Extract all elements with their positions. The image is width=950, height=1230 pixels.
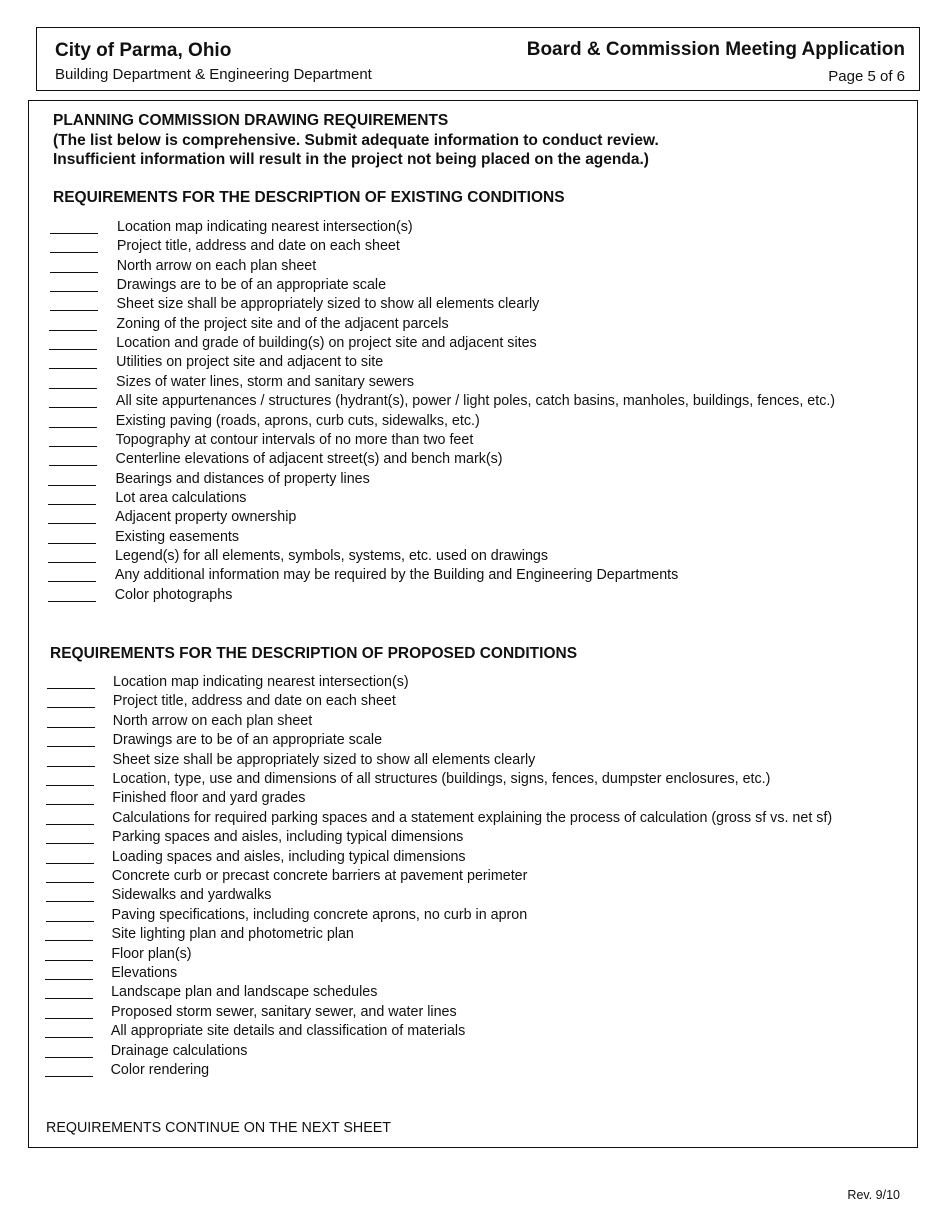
- intro-line-1: (The list below is comprehensive. Submit adequate information to conduct review.: [53, 131, 659, 149]
- checklist-item-label: Any additional information may be required by the Building and Engineering Departments: [114, 567, 679, 584]
- checkbox-blank-line[interactable]: [45, 1018, 93, 1019]
- checklist-item-label: Drainage calculations: [110, 1042, 248, 1059]
- checkbox-blank-line[interactable]: [48, 601, 96, 602]
- checklist-item-label: Parking spaces and aisles, including typical dimensions: [112, 829, 464, 846]
- proposed-conditions-heading: REQUIREMENTS FOR THE DESCRIPTION OF PROPOSED CONDITIONS: [50, 645, 578, 662]
- checkbox-blank-line[interactable]: [48, 581, 96, 582]
- checkbox-blank-line[interactable]: [49, 368, 97, 369]
- checkbox-blank-line[interactable]: [50, 272, 98, 273]
- checklist-item-label: Drawings are to be of an appropriate scale: [112, 732, 383, 749]
- checklist-item-label: Bearings and distances of property lines: [115, 470, 370, 487]
- checklist-item-label: Floor plan(s): [111, 945, 192, 962]
- form-title: Board & Commission Meeting Application: [526, 39, 905, 60]
- checkbox-blank-line[interactable]: [47, 688, 95, 689]
- checkbox-blank-line[interactable]: [47, 766, 95, 767]
- checklist-item-label: Sheet size shall be appropriately sized to show all elements clearly: [112, 751, 536, 768]
- checkbox-blank-line[interactable]: [48, 485, 96, 486]
- checklist-item-label: Sidewalks and yardwalks: [111, 887, 272, 904]
- checkbox-blank-line[interactable]: [46, 901, 94, 902]
- continue-note: REQUIREMENTS CONTINUE ON THE NEXT SHEET: [46, 1120, 392, 1136]
- checklist-item-label: Legend(s) for all elements, symbols, systems, etc. used on drawings: [114, 547, 549, 564]
- checkbox-blank-line[interactable]: [50, 233, 98, 234]
- checklist-item-label: Project title, address and date on each sheet: [112, 693, 396, 710]
- checkbox-blank-line[interactable]: [45, 940, 93, 941]
- checklist-item-label: Site lighting plan and photometric plan: [111, 926, 354, 943]
- checklist-item-label: Color rendering: [110, 1062, 210, 1078]
- existing-conditions-heading: REQUIREMENTS FOR THE DESCRIPTION OF EXISTING CONDITIONS: [53, 189, 565, 206]
- checklist-item-label: Location, type, use and dimensions of all structures (buildings, signs, fences, dumpster enclosures, etc.): [112, 771, 771, 787]
- checkbox-blank-line[interactable]: [46, 882, 94, 883]
- checkbox-blank-line[interactable]: [50, 252, 98, 253]
- checklist-item-label: Color photographs: [114, 586, 233, 603]
- checklist-item-label: Finished floor and yard grades: [112, 790, 306, 807]
- checklist-item-label: All site appurtenances / structures (hydrant(s), power / light poles, catch basins, manholes, buildings, fences, etc.): [115, 393, 836, 410]
- revision-label: Rev. 9/10: [847, 1188, 900, 1202]
- checklist-item-label: Existing paving (roads, aprons, curb cuts, sidewalks, etc.): [115, 412, 480, 429]
- checklist-item-label: Location and grade of building(s) on project site and adjacent sites: [116, 335, 537, 352]
- checklist-item-label: Paving specifications, including concrete aprons, no curb in apron: [111, 906, 528, 923]
- intro-block: [53, 111, 659, 170]
- checkbox-blank-line[interactable]: [46, 785, 94, 786]
- checklist-item-label: Calculations for required parking spaces and a statement explaining the process of calculation (gross sf vs. net sf): [112, 809, 833, 826]
- checkbox-blank-line[interactable]: [45, 960, 93, 961]
- checkbox-blank-line[interactable]: [47, 746, 95, 747]
- checkbox-blank-line[interactable]: [49, 427, 97, 428]
- checkbox-blank-line[interactable]: [48, 523, 96, 524]
- checkbox-blank-line[interactable]: [46, 863, 94, 864]
- checkbox-blank-line[interactable]: [49, 465, 97, 466]
- checkbox-blank-line[interactable]: [49, 349, 97, 350]
- checkbox-blank-line[interactable]: [47, 727, 95, 728]
- checklist-item-label: Zoning of the project site and of the adjacent parcels: [116, 315, 449, 332]
- checkbox-blank-line[interactable]: [49, 446, 97, 447]
- checklist-item-label: Sizes of water lines, storm and sanitary sewers: [116, 373, 414, 390]
- checklist-item-label: Location map indicating nearest intersection(s): [117, 219, 413, 235]
- checklist-item-label: Centerline elevations of adjacent street(s) and bench mark(s): [115, 451, 503, 468]
- checklist-item-label: Drawings are to be of an appropriate scale: [116, 277, 387, 294]
- city-name: City of Parma, Ohio: [55, 40, 232, 61]
- checkbox-blank-line[interactable]: [45, 979, 93, 980]
- checklist-item-label: Elevations: [111, 965, 178, 981]
- checkbox-blank-line[interactable]: [45, 1076, 93, 1077]
- checklist-item-label: Existing easements: [115, 528, 240, 545]
- checkbox-blank-line[interactable]: [46, 921, 94, 922]
- checkbox-blank-line[interactable]: [45, 1057, 93, 1058]
- checklist-item-label: Adjacent property ownership: [115, 509, 297, 526]
- checklist-item-label: Topography at contour intervals of no more than two feet: [115, 431, 474, 448]
- checklist-item-label: Sheet size shall be appropriately sized to show all elements clearly: [116, 296, 540, 313]
- checkbox-blank-line[interactable]: [46, 843, 94, 844]
- department-name: Building Department & Engineering Department: [55, 66, 372, 83]
- checkbox-blank-line[interactable]: [45, 1037, 93, 1038]
- intro-line-2: Insufficient information will result in the project not being placed on the agenda.): [53, 151, 649, 168]
- checklist-item-label: North arrow on each plan sheet: [116, 257, 317, 274]
- checklist-item-label: Concrete curb or precast concrete barriers at pavement perimeter: [111, 868, 528, 884]
- page-number: Page 5 of 6: [828, 68, 905, 85]
- checkbox-blank-line[interactable]: [48, 543, 96, 544]
- checklist-item-label: Landscape plan and landscape schedules: [111, 984, 378, 1001]
- checklist-item-label: Lot area calculations: [115, 489, 247, 506]
- checkbox-blank-line[interactable]: [46, 804, 94, 805]
- checkbox-blank-line[interactable]: [47, 707, 95, 708]
- checklist-item-label: Utilities on project site and adjacent to site: [116, 354, 384, 371]
- intro-title: PLANNING COMMISSION DRAWING REQUIREMENTS: [53, 112, 449, 129]
- checklist-item-label: North arrow on each plan sheet: [112, 712, 313, 729]
- checkbox-blank-line[interactable]: [46, 824, 94, 825]
- checkbox-blank-line[interactable]: [48, 562, 96, 563]
- checkbox-blank-line[interactable]: [49, 330, 97, 331]
- checklist-item-label: Proposed storm sewer, sanitary sewer, and water lines: [110, 1003, 457, 1020]
- checkbox-blank-line[interactable]: [50, 310, 98, 311]
- checklist-item-label: Location map indicating nearest intersection(s): [113, 674, 409, 690]
- checklist-item-label: All appropriate site details and classification of materials: [110, 1023, 466, 1040]
- checkbox-blank-line[interactable]: [45, 998, 93, 999]
- checkbox-blank-line[interactable]: [49, 388, 97, 389]
- checkbox-blank-line[interactable]: [49, 407, 97, 408]
- header-box: [36, 27, 920, 91]
- checkbox-blank-line[interactable]: [48, 504, 96, 505]
- checkbox-blank-line[interactable]: [50, 291, 98, 292]
- checklist-item-label: Project title, address and date on each sheet: [116, 238, 400, 255]
- checklist-item-label: Loading spaces and aisles, including typical dimensions: [111, 848, 466, 865]
